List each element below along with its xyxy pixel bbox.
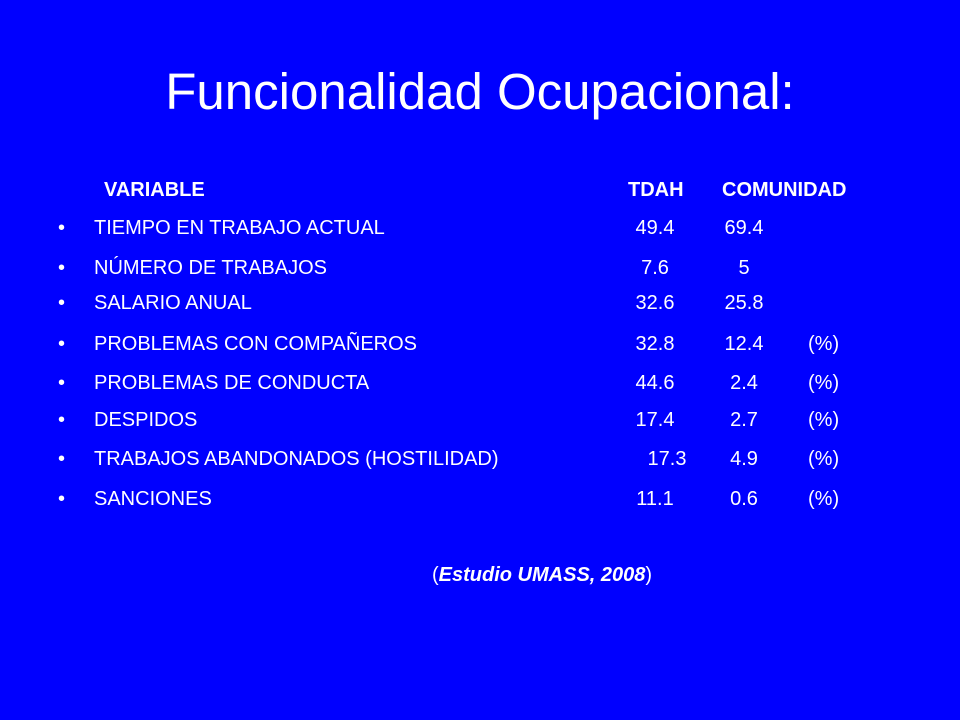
row-tdah-value: 44.6 (635, 372, 675, 394)
row-unit: (%) (808, 372, 840, 394)
bullet-icon: • (58, 372, 66, 394)
row-unit: (%) (808, 409, 840, 431)
row-tdah-value: 7.6 (641, 257, 669, 279)
bullet-icon: • (58, 333, 66, 355)
row-tdah-value: 32.6 (635, 292, 675, 314)
row-tdah-value: 11.1 (636, 488, 674, 510)
row-comunidad-value: 69.4 (724, 217, 764, 239)
source-open-paren: ( (432, 564, 439, 586)
row-comunidad-value: 5 (738, 257, 750, 279)
table-row (0, 405, 960, 435)
table-row (0, 368, 960, 398)
row-unit: (%) (808, 488, 840, 510)
row-tdah-value: 17.3 (647, 448, 687, 470)
row-unit: (%) (808, 448, 840, 470)
row-unit: (%) (808, 333, 840, 355)
table-row (0, 253, 960, 283)
table-row (0, 329, 960, 359)
bullet-icon: • (58, 257, 66, 279)
source-close-paren: ) (645, 564, 653, 586)
row-variable: TRABAJOS ABANDONADOS (HOSTILIDAD) (94, 448, 499, 470)
row-comunidad-value: 4.9 (730, 448, 758, 470)
row-variable: PROBLEMAS DE CONDUCTA (94, 372, 370, 394)
table-row (0, 288, 960, 318)
row-comunidad-value: 2.7 (730, 409, 758, 431)
bullet-icon: • (58, 292, 66, 314)
row-variable: SANCIONES (94, 488, 212, 510)
table-row (0, 213, 960, 243)
row-variable: NÚMERO DE TRABAJOS (94, 257, 327, 279)
bullet-icon: • (58, 409, 66, 431)
row-tdah-value: 32.8 (635, 333, 675, 355)
bullet-icon: • (58, 488, 66, 510)
source-text: Estudio UMASS, 2008 (438, 564, 646, 586)
header-comunidad: COMUNIDAD (722, 179, 847, 201)
row-comunidad-value: 0.6 (730, 488, 758, 510)
header-variable: VARIABLE (104, 179, 205, 201)
row-comunidad-value: 25.8 (724, 292, 764, 314)
table-row (0, 444, 960, 474)
row-variable: PROBLEMAS CON COMPAÑEROS (94, 333, 418, 355)
row-comunidad-value: 2.4 (730, 372, 758, 394)
row-variable: TIEMPO EN TRABAJO ACTUAL (94, 217, 385, 239)
bullet-icon: • (58, 448, 66, 470)
bullet-icon: • (58, 217, 66, 239)
row-variable: DESPIDOS (94, 409, 198, 431)
table-row (0, 484, 960, 514)
source-citation (432, 560, 652, 590)
slide-title: Funcionalidad Ocupacional: (165, 63, 795, 120)
row-tdah-value: 49.4 (635, 217, 675, 239)
row-comunidad-value: 12.4 (724, 333, 764, 355)
row-tdah-value: 17.4 (635, 409, 675, 431)
header-tdah: TDAH (628, 179, 684, 201)
row-variable: SALARIO ANUAL (94, 292, 252, 314)
